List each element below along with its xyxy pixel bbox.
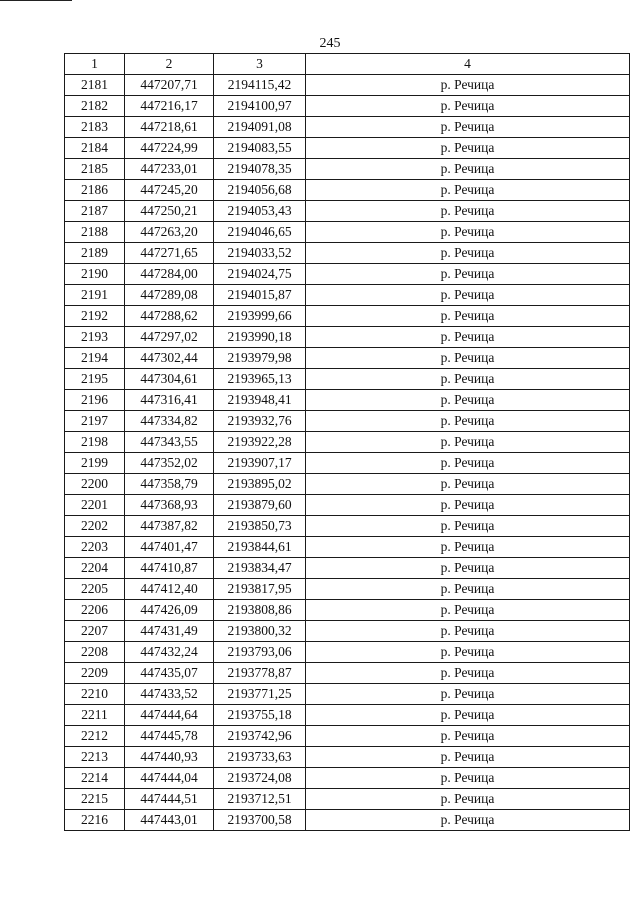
table-row bbox=[65, 684, 630, 705]
point-number-cell: 2197 bbox=[65, 411, 125, 432]
corner-scan-mark bbox=[0, 0, 72, 1]
table-row bbox=[65, 705, 630, 726]
table-row bbox=[65, 474, 630, 495]
table-row bbox=[65, 327, 630, 348]
description-cell: р. Речица bbox=[306, 747, 630, 768]
description-cell: р. Речица bbox=[306, 642, 630, 663]
point-number-cell: 2196 bbox=[65, 390, 125, 411]
x-coordinate-cell: 447216,17 bbox=[125, 96, 214, 117]
y-coordinate-cell: 2193808,86 bbox=[214, 600, 306, 621]
table-row bbox=[65, 390, 630, 411]
description-cell: р. Речица bbox=[306, 306, 630, 327]
header-col-4: 4 bbox=[306, 54, 630, 75]
description-cell: р. Речица bbox=[306, 411, 630, 432]
point-number-cell: 2182 bbox=[65, 96, 125, 117]
table-row bbox=[65, 75, 630, 96]
description-cell: р. Речица bbox=[306, 810, 630, 831]
x-coordinate-cell: 447316,41 bbox=[125, 390, 214, 411]
description-cell: р. Речица bbox=[306, 390, 630, 411]
x-coordinate-cell: 447358,79 bbox=[125, 474, 214, 495]
description-cell: р. Речица bbox=[306, 222, 630, 243]
x-coordinate-cell: 447444,64 bbox=[125, 705, 214, 726]
description-cell: р. Речица bbox=[306, 285, 630, 306]
x-coordinate-cell: 447435,07 bbox=[125, 663, 214, 684]
table-row bbox=[65, 453, 630, 474]
point-number-cell: 2192 bbox=[65, 306, 125, 327]
table-row bbox=[65, 138, 630, 159]
y-coordinate-cell: 2194083,55 bbox=[214, 138, 306, 159]
description-cell: р. Речица bbox=[306, 453, 630, 474]
point-number-cell: 2209 bbox=[65, 663, 125, 684]
y-coordinate-cell: 2193724,08 bbox=[214, 768, 306, 789]
x-coordinate-cell: 447302,44 bbox=[125, 348, 214, 369]
x-coordinate-cell: 447368,93 bbox=[125, 495, 214, 516]
y-coordinate-cell: 2193834,47 bbox=[214, 558, 306, 579]
table-row bbox=[65, 348, 630, 369]
table-row bbox=[65, 747, 630, 768]
y-coordinate-cell: 2193817,95 bbox=[214, 579, 306, 600]
x-coordinate-cell: 447433,52 bbox=[125, 684, 214, 705]
description-cell: р. Речица bbox=[306, 579, 630, 600]
description-cell: р. Речица bbox=[306, 201, 630, 222]
point-number-cell: 2207 bbox=[65, 621, 125, 642]
header-col-1: 1 bbox=[65, 54, 125, 75]
y-coordinate-cell: 2193712,51 bbox=[214, 789, 306, 810]
description-cell: р. Речица bbox=[306, 516, 630, 537]
point-number-cell: 2210 bbox=[65, 684, 125, 705]
point-number-cell: 2193 bbox=[65, 327, 125, 348]
description-cell: р. Речица bbox=[306, 663, 630, 684]
description-cell: р. Речица bbox=[306, 537, 630, 558]
y-coordinate-cell: 2193733,63 bbox=[214, 747, 306, 768]
point-number-cell: 2200 bbox=[65, 474, 125, 495]
point-number-cell: 2195 bbox=[65, 369, 125, 390]
x-coordinate-cell: 447445,78 bbox=[125, 726, 214, 747]
table-row bbox=[65, 642, 630, 663]
point-number-cell: 2185 bbox=[65, 159, 125, 180]
x-coordinate-cell: 447410,87 bbox=[125, 558, 214, 579]
table-row bbox=[65, 726, 630, 747]
point-number-cell: 2204 bbox=[65, 558, 125, 579]
y-coordinate-cell: 2193742,96 bbox=[214, 726, 306, 747]
point-number-cell: 2202 bbox=[65, 516, 125, 537]
point-number-cell: 2215 bbox=[65, 789, 125, 810]
y-coordinate-cell: 2194015,87 bbox=[214, 285, 306, 306]
y-coordinate-cell: 2193771,25 bbox=[214, 684, 306, 705]
point-number-cell: 2189 bbox=[65, 243, 125, 264]
y-coordinate-cell: 2193700,58 bbox=[214, 810, 306, 831]
description-cell: р. Речица bbox=[306, 558, 630, 579]
point-number-cell: 2187 bbox=[65, 201, 125, 222]
table-row bbox=[65, 306, 630, 327]
x-coordinate-cell: 447304,61 bbox=[125, 369, 214, 390]
description-cell: р. Речица bbox=[306, 684, 630, 705]
description-cell: р. Речица bbox=[306, 600, 630, 621]
point-number-cell: 2206 bbox=[65, 600, 125, 621]
table-row bbox=[65, 285, 630, 306]
point-number-cell: 2198 bbox=[65, 432, 125, 453]
table-row bbox=[65, 264, 630, 285]
description-cell: р. Речица bbox=[306, 432, 630, 453]
y-coordinate-cell: 2194091,08 bbox=[214, 117, 306, 138]
y-coordinate-cell: 2194078,35 bbox=[214, 159, 306, 180]
table-row bbox=[65, 663, 630, 684]
table-row bbox=[65, 621, 630, 642]
x-coordinate-cell: 447284,00 bbox=[125, 264, 214, 285]
table-row bbox=[65, 558, 630, 579]
description-cell: р. Речица bbox=[306, 621, 630, 642]
x-coordinate-cell: 447218,61 bbox=[125, 117, 214, 138]
point-number-cell: 2194 bbox=[65, 348, 125, 369]
y-coordinate-cell: 2193999,66 bbox=[214, 306, 306, 327]
x-coordinate-cell: 447334,82 bbox=[125, 411, 214, 432]
x-coordinate-cell: 447297,02 bbox=[125, 327, 214, 348]
y-coordinate-cell: 2193895,02 bbox=[214, 474, 306, 495]
point-number-cell: 2190 bbox=[65, 264, 125, 285]
x-coordinate-cell: 447440,93 bbox=[125, 747, 214, 768]
point-number-cell: 2211 bbox=[65, 705, 125, 726]
y-coordinate-cell: 2193800,32 bbox=[214, 621, 306, 642]
x-coordinate-cell: 447207,71 bbox=[125, 75, 214, 96]
x-coordinate-cell: 447412,40 bbox=[125, 579, 214, 600]
description-cell: р. Речица bbox=[306, 369, 630, 390]
table-row bbox=[65, 537, 630, 558]
table-row bbox=[65, 516, 630, 537]
y-coordinate-cell: 2193850,73 bbox=[214, 516, 306, 537]
y-coordinate-cell: 2194024,75 bbox=[214, 264, 306, 285]
table-row bbox=[65, 117, 630, 138]
table-header-row bbox=[65, 54, 630, 75]
x-coordinate-cell: 447443,01 bbox=[125, 810, 214, 831]
point-number-cell: 2181 bbox=[65, 75, 125, 96]
description-cell: р. Речица bbox=[306, 474, 630, 495]
point-number-cell: 2212 bbox=[65, 726, 125, 747]
table-body bbox=[65, 75, 630, 831]
table-row bbox=[65, 600, 630, 621]
description-cell: р. Речица bbox=[306, 243, 630, 264]
table-row bbox=[65, 159, 630, 180]
table-row bbox=[65, 180, 630, 201]
point-number-cell: 2203 bbox=[65, 537, 125, 558]
y-coordinate-cell: 2193990,18 bbox=[214, 327, 306, 348]
table-row bbox=[65, 579, 630, 600]
description-cell: р. Речица bbox=[306, 495, 630, 516]
table-row bbox=[65, 369, 630, 390]
point-number-cell: 2186 bbox=[65, 180, 125, 201]
description-cell: р. Речица bbox=[306, 705, 630, 726]
coordinates-table bbox=[64, 53, 630, 831]
y-coordinate-cell: 2193922,28 bbox=[214, 432, 306, 453]
x-coordinate-cell: 447444,51 bbox=[125, 789, 214, 810]
table-row bbox=[65, 789, 630, 810]
point-number-cell: 2205 bbox=[65, 579, 125, 600]
x-coordinate-cell: 447250,21 bbox=[125, 201, 214, 222]
point-number-cell: 2188 bbox=[65, 222, 125, 243]
table-row bbox=[65, 495, 630, 516]
x-coordinate-cell: 447444,04 bbox=[125, 768, 214, 789]
page-number: 245 bbox=[319, 36, 341, 51]
point-number-cell: 2183 bbox=[65, 117, 125, 138]
x-coordinate-cell: 447352,02 bbox=[125, 453, 214, 474]
point-number-cell: 2216 bbox=[65, 810, 125, 831]
point-number-cell: 2214 bbox=[65, 768, 125, 789]
point-number-cell: 2191 bbox=[65, 285, 125, 306]
x-coordinate-cell: 447263,20 bbox=[125, 222, 214, 243]
x-coordinate-cell: 447289,08 bbox=[125, 285, 214, 306]
description-cell: р. Речица bbox=[306, 159, 630, 180]
y-coordinate-cell: 2194100,97 bbox=[214, 96, 306, 117]
x-coordinate-cell: 447426,09 bbox=[125, 600, 214, 621]
description-cell: р. Речица bbox=[306, 75, 630, 96]
x-coordinate-cell: 447233,01 bbox=[125, 159, 214, 180]
x-coordinate-cell: 447432,24 bbox=[125, 642, 214, 663]
description-cell: р. Речица bbox=[306, 138, 630, 159]
point-number-cell: 2184 bbox=[65, 138, 125, 159]
point-number-cell: 2208 bbox=[65, 642, 125, 663]
point-number-cell: 2213 bbox=[65, 747, 125, 768]
description-cell: р. Речица bbox=[306, 96, 630, 117]
x-coordinate-cell: 447401,47 bbox=[125, 537, 214, 558]
x-coordinate-cell: 447245,20 bbox=[125, 180, 214, 201]
y-coordinate-cell: 2194056,68 bbox=[214, 180, 306, 201]
description-cell: р. Речица bbox=[306, 264, 630, 285]
y-coordinate-cell: 2194046,65 bbox=[214, 222, 306, 243]
y-coordinate-cell: 2193979,98 bbox=[214, 348, 306, 369]
description-cell: р. Речица bbox=[306, 789, 630, 810]
header-col-2: 2 bbox=[125, 54, 214, 75]
table-row bbox=[65, 768, 630, 789]
x-coordinate-cell: 447224,99 bbox=[125, 138, 214, 159]
y-coordinate-cell: 2193755,18 bbox=[214, 705, 306, 726]
description-cell: р. Речица bbox=[306, 348, 630, 369]
table-row bbox=[65, 243, 630, 264]
table-row bbox=[65, 432, 630, 453]
x-coordinate-cell: 447387,82 bbox=[125, 516, 214, 537]
y-coordinate-cell: 2194115,42 bbox=[214, 75, 306, 96]
y-coordinate-cell: 2193948,41 bbox=[214, 390, 306, 411]
description-cell: р. Речица bbox=[306, 327, 630, 348]
y-coordinate-cell: 2193778,87 bbox=[214, 663, 306, 684]
description-cell: р. Речица bbox=[306, 768, 630, 789]
y-coordinate-cell: 2193879,60 bbox=[214, 495, 306, 516]
table-row bbox=[65, 411, 630, 432]
table-row bbox=[65, 201, 630, 222]
y-coordinate-cell: 2193793,06 bbox=[214, 642, 306, 663]
table-row bbox=[65, 96, 630, 117]
y-coordinate-cell: 2194053,43 bbox=[214, 201, 306, 222]
point-number-cell: 2199 bbox=[65, 453, 125, 474]
y-coordinate-cell: 2194033,52 bbox=[214, 243, 306, 264]
x-coordinate-cell: 447431,49 bbox=[125, 621, 214, 642]
x-coordinate-cell: 447271,65 bbox=[125, 243, 214, 264]
table-row bbox=[65, 810, 630, 831]
table-row bbox=[65, 222, 630, 243]
x-coordinate-cell: 447343,55 bbox=[125, 432, 214, 453]
description-cell: р. Речица bbox=[306, 726, 630, 747]
y-coordinate-cell: 2193844,61 bbox=[214, 537, 306, 558]
description-cell: р. Речица bbox=[306, 117, 630, 138]
point-number-cell: 2201 bbox=[65, 495, 125, 516]
description-cell: р. Речица bbox=[306, 180, 630, 201]
y-coordinate-cell: 2193907,17 bbox=[214, 453, 306, 474]
y-coordinate-cell: 2193932,76 bbox=[214, 411, 306, 432]
header-col-3: 3 bbox=[214, 54, 306, 75]
x-coordinate-cell: 447288,62 bbox=[125, 306, 214, 327]
y-coordinate-cell: 2193965,13 bbox=[214, 369, 306, 390]
